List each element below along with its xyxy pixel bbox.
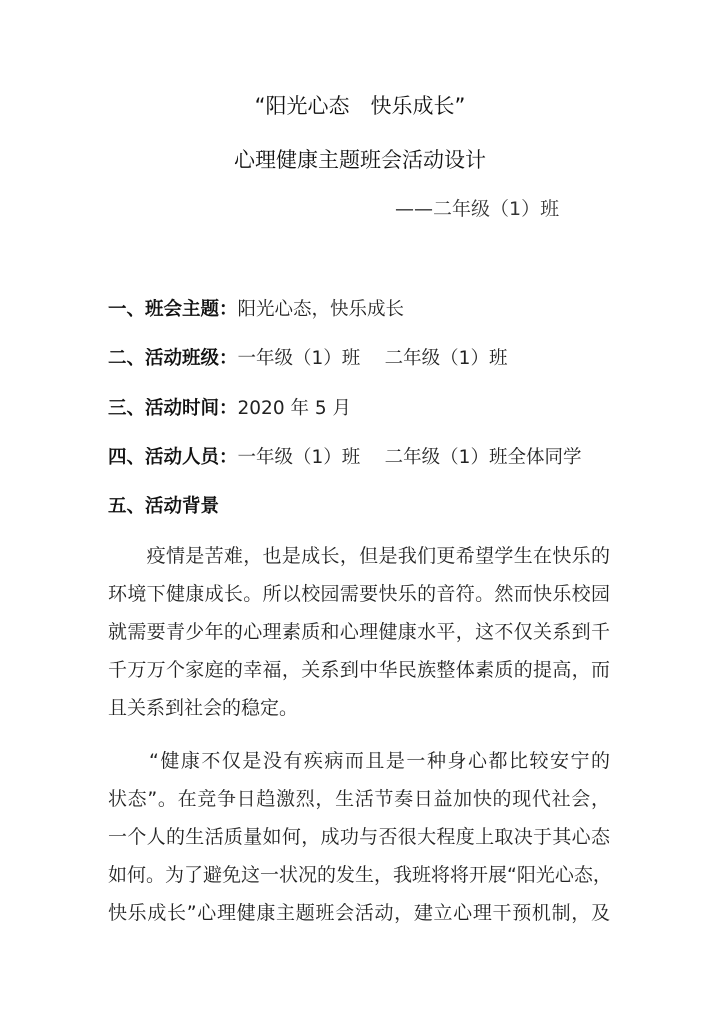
section-participants bbox=[108, 443, 581, 469]
paragraph-line: 疫情是苦难，也是成长，但是我们更希望学生在快乐的 bbox=[108, 545, 610, 567]
section-background bbox=[108, 492, 219, 518]
document-subtitle: 心理健康主题班会活动设计 bbox=[234, 148, 486, 172]
section-time bbox=[108, 394, 351, 420]
section-value: 一年级（1）班 二年级（1）班 bbox=[237, 348, 508, 369]
paragraph-line: 状态”。在竞争日趋激烈，生活节奏日益加快的现代社会， bbox=[108, 788, 610, 810]
section-value: 一年级（1）班 二年级（1）班全体同学 bbox=[237, 447, 582, 468]
paragraph-line: 千万万个家庭的幸福，关系到中华民族整体素质的提高，而 bbox=[108, 659, 610, 681]
section-value: 2020 年 5 月 bbox=[237, 398, 352, 419]
paragraph-line: 就需要青少年的心理素质和心理健康水平，这不仅关系到千 bbox=[108, 621, 610, 643]
section-classes bbox=[108, 344, 507, 370]
paragraph-line: 如何。为了避免这一状况的发生，我班将将开展“阳光心态， bbox=[108, 864, 612, 886]
paragraph-line: 且关系到社会的稳定。 bbox=[108, 697, 299, 719]
section-label: 三、活动时间： bbox=[108, 398, 238, 419]
paragraph-line: “健康不仅是没有疾病而且是一种身心都比较安宁的 bbox=[108, 750, 610, 772]
section-label: 四、活动人员： bbox=[108, 447, 238, 468]
document-title: “阳光心态 快乐成长” bbox=[254, 94, 466, 118]
paragraph-line: 一个人的生活质量如何，成功与否很大程度上取决于其心态 bbox=[108, 826, 610, 848]
section-label: 五、活动背景 bbox=[108, 496, 220, 517]
class-signature: ——二年级（1）班 bbox=[395, 198, 560, 220]
section-label: 二、活动班级： bbox=[108, 348, 238, 369]
section-value: 阳光心态，快乐成长 bbox=[237, 299, 405, 320]
paragraph-line: 快乐成长”心理健康主题班会活动，建立心理干预机制，及 bbox=[108, 902, 610, 924]
section-theme bbox=[108, 295, 404, 321]
paragraph-line: 环境下健康成长。所以校园需要快乐的音符。然而快乐校园 bbox=[108, 583, 610, 605]
section-label: 一、班会主题： bbox=[108, 299, 238, 320]
